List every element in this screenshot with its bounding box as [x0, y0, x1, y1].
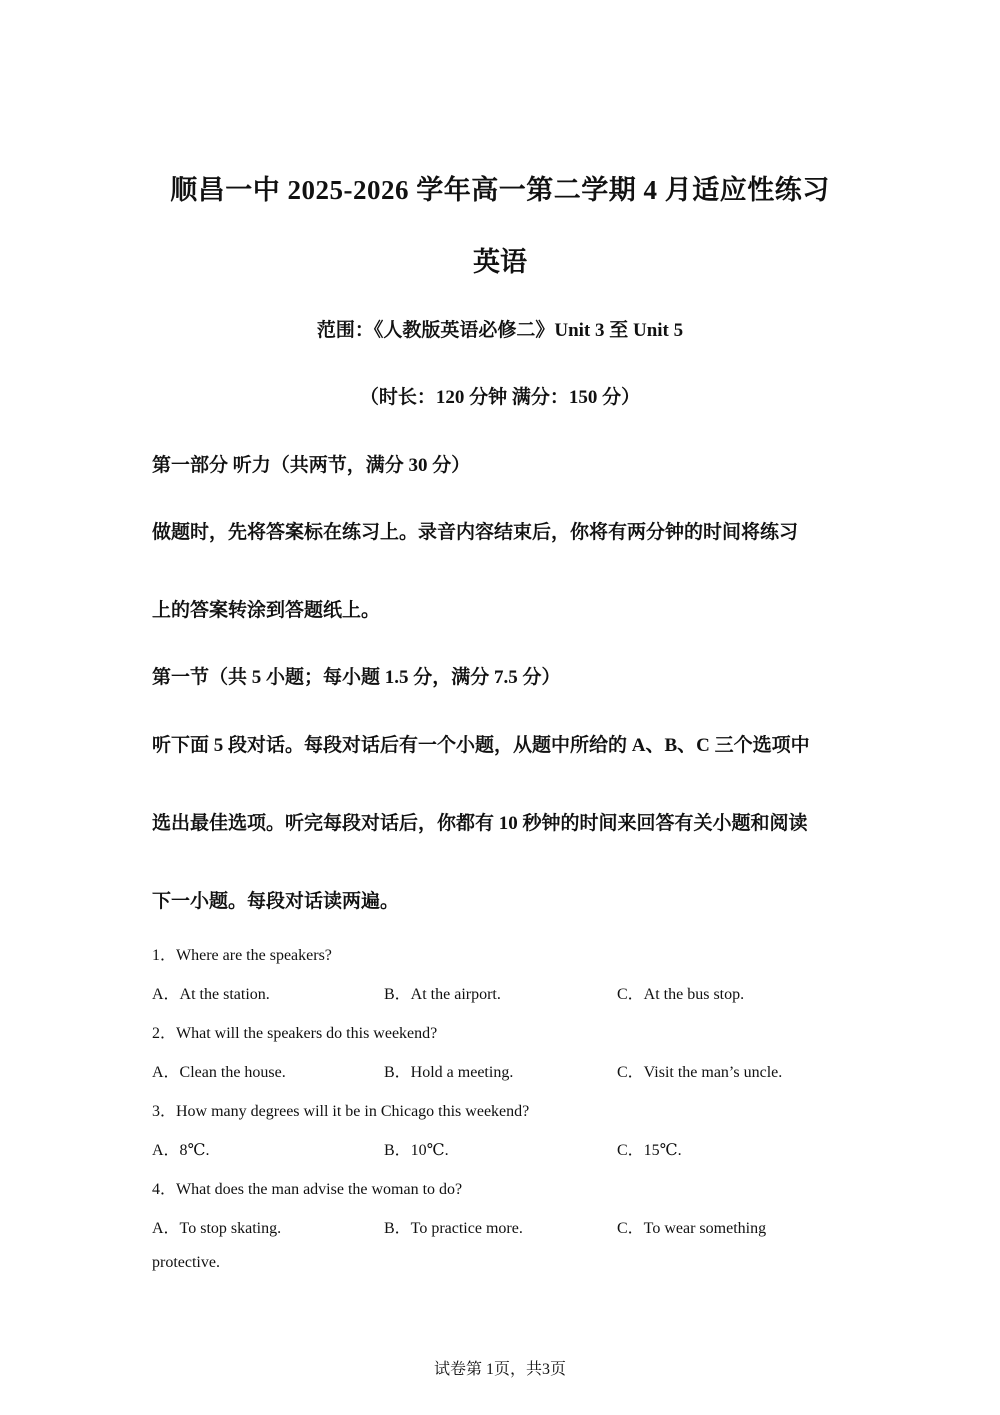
- part1-instruction-line: 上的答案转涂到答题纸上。: [152, 600, 381, 621]
- exam-duration: （时长：120 分钟 满分：150 分）: [359, 387, 641, 408]
- page-footer: 试卷第 1页，共3页: [433, 1361, 566, 1378]
- option-a: A．Clean the house.: [152, 1064, 286, 1081]
- option-c-continuation: protective.: [152, 1254, 220, 1271]
- option-a: A．8℃.: [152, 1142, 210, 1159]
- question-stem: 4．What does the man advise the woman to do?: [152, 1181, 463, 1198]
- option-c: C．To wear something: [617, 1220, 767, 1237]
- section1-heading: 第一节（共 5 小题；每小题 1.5 分，满分 7.5 分）: [152, 667, 561, 688]
- option-c: C．At the bus stop.: [617, 986, 745, 1003]
- option-a: A．To stop skating.: [152, 1220, 282, 1237]
- exam-subject: 英语: [473, 247, 527, 277]
- section1-instruction-line: 听下面 5 段对话。每段对话后有一个小题，从题中所给的 A、B、C 三个选项中: [152, 735, 810, 756]
- option-b: B．Hold a meeting.: [384, 1064, 514, 1081]
- option-c: C．Visit the man’s uncle.: [617, 1064, 783, 1081]
- exam-scope: 范围：《人教版英语必修二》Unit 3 至 Unit 5: [316, 320, 684, 341]
- question-stem: 3．How many degrees will it be in Chicago this weekend?: [152, 1103, 530, 1120]
- question-stem: 2．What will the speakers do this weekend?: [152, 1025, 438, 1042]
- part1-heading: 第一部分 听力（共两节，满分 30 分）: [152, 455, 471, 476]
- option-c: C．15℃.: [617, 1142, 682, 1159]
- section1-instruction-line: 下一小题。每段对话读两遍。: [152, 891, 400, 912]
- option-a: A．At the station.: [152, 986, 270, 1003]
- exam-title: 顺昌一中 2025-2026 学年高一第二学期 4 月适应性练习: [170, 175, 830, 205]
- section1-instruction-line: 选出最佳选项。听完每段对话后，你都有 10 秒钟的时间来回答有关小题和阅读: [152, 813, 808, 834]
- option-b: B．10℃.: [384, 1142, 449, 1159]
- option-b: B．To practice more.: [384, 1220, 523, 1237]
- part1-instruction-line: 做题时，先将答案标在练习上。录音内容结束后，你将有两分钟的时间将练习: [152, 522, 799, 543]
- question-stem: 1．Where are the speakers?: [152, 947, 332, 964]
- option-b: B．At the airport.: [384, 986, 501, 1003]
